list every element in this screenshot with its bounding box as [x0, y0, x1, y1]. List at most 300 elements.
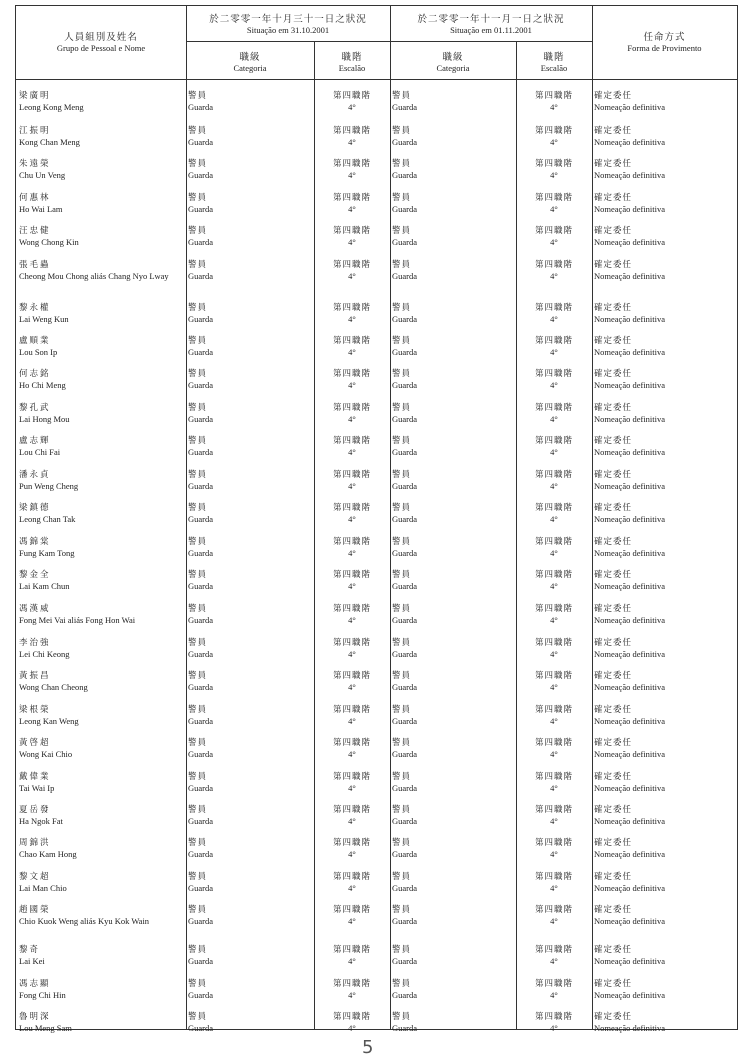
forma-provimento — [594, 369, 734, 390]
categoria-pt: Guarda — [188, 480, 214, 491]
escalao-zh: 第四職階 — [332, 403, 371, 413]
header-name-pt: Grupo de Pessoal e Nome — [56, 43, 146, 53]
escalao-pt: 4° — [550, 580, 558, 591]
categoria-zh: 警員 — [188, 945, 208, 955]
categoria-pt: Guarda — [392, 614, 418, 625]
escalao-zh: 第四職階 — [332, 126, 371, 136]
forma-zh: 確定委任 — [594, 369, 633, 379]
header-bottom-rule — [16, 79, 737, 80]
forma-provimento — [594, 503, 734, 524]
escalao-zh: 第四職階 — [332, 537, 371, 547]
categoria-zh: 警員 — [188, 226, 208, 236]
categoria-before — [188, 503, 308, 524]
escalao-zh: 第四職階 — [534, 503, 573, 513]
forma-pt: Nomeação definitiva — [594, 547, 666, 558]
escalao-before — [316, 126, 388, 147]
staff-name-pt: Fong Mei Vai aliás Fong Hon Wai — [19, 614, 136, 625]
staff-name — [19, 872, 185, 893]
escalao-after — [518, 436, 590, 457]
categoria-zh: 警員 — [188, 159, 208, 169]
forma-pt: Nomeação definitiva — [594, 236, 666, 247]
categoria-pt: Guarda — [392, 236, 418, 247]
categoria-before — [188, 436, 308, 457]
staff-name — [19, 260, 185, 281]
staff-name-pt: Lou Chi Fai — [19, 446, 61, 457]
categoria-zh: 警員 — [392, 193, 412, 203]
staff-name-zh: 盧志輝 — [19, 436, 51, 446]
staff-name-pt: Lai Kam Chun — [19, 580, 70, 591]
escalao-pt: 4° — [550, 446, 558, 457]
categoria-before — [188, 905, 308, 926]
escalao-after — [518, 772, 590, 793]
escalao-pt: 4° — [348, 236, 356, 247]
staff-name — [19, 336, 185, 357]
forma-pt: Nomeação definitiva — [594, 748, 666, 759]
escalao-before — [316, 705, 388, 726]
forma-zh: 確定委任 — [594, 260, 633, 270]
categoria-before — [188, 260, 308, 281]
forma-pt: Nomeação definitiva — [594, 270, 666, 281]
categoria-pt: Guarda — [188, 815, 214, 826]
categoria-pt: Guarda — [392, 748, 418, 759]
categoria-zh: 警員 — [188, 503, 208, 513]
staff-name-zh: 魯明深 — [19, 1012, 51, 1022]
categoria-after — [392, 91, 512, 112]
categoria-after — [392, 336, 512, 357]
staff-name — [19, 838, 185, 859]
staff-name — [19, 436, 185, 457]
categoria-before — [188, 303, 308, 324]
escalao-pt: 4° — [348, 882, 356, 893]
categoria-zh: 警員 — [392, 369, 412, 379]
escalao-zh: 第四職階 — [332, 905, 371, 915]
categoria-zh: 警員 — [392, 570, 412, 580]
escalao-after — [518, 470, 590, 491]
escalao-pt: 4° — [348, 169, 356, 180]
escalao-after — [518, 738, 590, 759]
escalao-pt: 4° — [348, 203, 356, 214]
escalao-pt: 4° — [348, 446, 356, 457]
escalao-pt: 4° — [550, 782, 558, 793]
staff-name-pt: Chu Un Veng — [19, 169, 66, 180]
escalao-before — [316, 193, 388, 214]
column-divider — [390, 6, 391, 1029]
forma-zh: 確定委任 — [594, 1012, 633, 1022]
escalao-after — [518, 705, 590, 726]
staff-name-zh: 汪忠健 — [19, 226, 51, 236]
staff-name-zh: 黎金全 — [19, 570, 51, 580]
categoria-zh: 警員 — [392, 638, 412, 648]
categoria-zh: 警員 — [392, 772, 412, 782]
escalao-after — [518, 838, 590, 859]
forma-zh: 確定委任 — [594, 738, 633, 748]
categoria-zh: 警員 — [188, 570, 208, 580]
escalao-zh: 第四職階 — [332, 336, 371, 346]
categoria-before — [188, 537, 308, 558]
header-subdivider — [186, 41, 592, 42]
categoria-zh: 警員 — [392, 537, 412, 547]
escalao-zh: 第四職階 — [534, 872, 573, 882]
escalao-after — [518, 503, 590, 524]
categoria-zh: 警員 — [392, 979, 412, 989]
staff-name-pt: Pun Weng Cheng — [19, 480, 79, 491]
forma-zh: 確定委任 — [594, 979, 633, 989]
staff-name — [19, 570, 185, 591]
escalao-zh: 第四職階 — [534, 159, 573, 169]
escalao-pt: 4° — [550, 480, 558, 491]
escalao-pt: 4° — [348, 101, 356, 112]
forma-provimento — [594, 336, 734, 357]
escalao-zh: 第四職階 — [332, 570, 371, 580]
escalao-after — [518, 369, 590, 390]
escalao-zh: 第四職階 — [534, 226, 573, 236]
categoria-pt: Guarda — [392, 480, 418, 491]
staff-name-zh: 趙國榮 — [19, 905, 51, 915]
categoria-zh: 警員 — [188, 91, 208, 101]
forma-provimento — [594, 193, 734, 214]
staff-name-zh: 馮漢威 — [19, 604, 51, 614]
escalao-pt: 4° — [348, 346, 356, 357]
categoria-pt: Guarda — [392, 989, 418, 1000]
categoria-after — [392, 872, 512, 893]
categoria-after — [392, 193, 512, 214]
header-escalao-zh: 職階 — [543, 52, 565, 63]
forma-zh: 確定委任 — [594, 805, 633, 815]
categoria-after — [392, 604, 512, 625]
escalao-zh: 第四職階 — [332, 604, 371, 614]
staff-name-pt: Ho Wai Lam — [19, 203, 63, 214]
staff-name-pt: Chio Kuok Weng aliás Kyu Kok Wain — [19, 915, 150, 926]
forma-pt: Nomeação definitiva — [594, 580, 666, 591]
escalao-pt: 4° — [550, 681, 558, 692]
header-forma-zh: 任命方式 — [643, 32, 686, 43]
escalao-pt: 4° — [550, 715, 558, 726]
categoria-zh: 警員 — [392, 705, 412, 715]
staff-name-zh: 江振明 — [19, 126, 51, 136]
staff-name-pt: Kong Chan Meng — [19, 136, 80, 147]
staff-name — [19, 705, 185, 726]
forma-zh: 確定委任 — [594, 226, 633, 236]
categoria-pt: Guarda — [188, 580, 214, 591]
staff-name — [19, 604, 185, 625]
categoria-pt: Guarda — [188, 614, 214, 625]
forma-provimento — [594, 945, 734, 966]
forma-provimento — [594, 537, 734, 558]
staff-name-pt: Lai Man Chio — [19, 882, 67, 893]
categoria-zh: 警員 — [188, 805, 208, 815]
escalao-before — [316, 805, 388, 826]
escalao-pt: 4° — [348, 580, 356, 591]
categoria-after — [392, 369, 512, 390]
categoria-pt: Guarda — [392, 446, 418, 457]
escalao-zh: 第四職階 — [332, 470, 371, 480]
forma-provimento — [594, 436, 734, 457]
categoria-zh: 警員 — [392, 604, 412, 614]
categoria-zh: 警員 — [188, 403, 208, 413]
staff-name-pt: Leong Kan Weng — [19, 715, 79, 726]
forma-provimento — [594, 671, 734, 692]
categoria-zh: 警員 — [188, 1012, 208, 1022]
escalao-pt: 4° — [550, 748, 558, 759]
escalao-zh: 第四職階 — [332, 738, 371, 748]
escalao-zh: 第四職階 — [534, 436, 573, 446]
categoria-before — [188, 226, 308, 247]
escalao-pt: 4° — [348, 815, 356, 826]
escalao-zh: 第四職階 — [332, 193, 371, 203]
categoria-zh: 警員 — [188, 126, 208, 136]
forma-provimento — [594, 1012, 734, 1033]
escalao-pt: 4° — [550, 313, 558, 324]
header-categoria-pt: Categoria — [233, 63, 267, 73]
escalao-after — [518, 604, 590, 625]
categoria-zh: 警員 — [188, 979, 208, 989]
categoria-zh: 警員 — [188, 772, 208, 782]
forma-provimento — [594, 979, 734, 1000]
escalao-zh: 第四職階 — [332, 226, 371, 236]
escalao-after — [518, 1012, 590, 1033]
forma-provimento — [594, 303, 734, 324]
categoria-before — [188, 738, 308, 759]
categoria-pt: Guarda — [392, 882, 418, 893]
categoria-pt: Guarda — [392, 513, 418, 524]
forma-provimento — [594, 805, 734, 826]
staff-name — [19, 537, 185, 558]
staff-name — [19, 303, 185, 324]
categoria-zh: 警員 — [188, 193, 208, 203]
categoria-pt: Guarda — [188, 446, 214, 457]
escalao-zh: 第四職階 — [332, 1012, 371, 1022]
escalao-pt: 4° — [550, 513, 558, 524]
categoria-zh: 警員 — [392, 91, 412, 101]
categoria-pt: Guarda — [392, 101, 418, 112]
categoria-after — [392, 436, 512, 457]
escalao-pt: 4° — [550, 236, 558, 247]
categoria-pt: Guarda — [392, 136, 418, 147]
categoria-pt: Guarda — [188, 547, 214, 558]
categoria-pt: Guarda — [188, 270, 214, 281]
categoria-zh: 警員 — [188, 470, 208, 480]
staff-name-pt: Lei Chi Keong — [19, 648, 70, 659]
categoria-after — [392, 638, 512, 659]
escalao-pt: 4° — [348, 748, 356, 759]
escalao-before — [316, 772, 388, 793]
categoria-zh: 警員 — [188, 537, 208, 547]
staff-name-zh: 黎永權 — [19, 303, 51, 313]
categoria-after — [392, 537, 512, 558]
header-escalao-pt: Escalão — [540, 63, 568, 73]
escalao-after — [518, 638, 590, 659]
categoria-before — [188, 1012, 308, 1033]
categoria-pt: Guarda — [188, 101, 214, 112]
escalao-after — [518, 570, 590, 591]
categoria-zh: 警員 — [392, 503, 412, 513]
categoria-pt: Guarda — [392, 169, 418, 180]
staff-name-pt: Tai Wai Ip — [19, 782, 55, 793]
escalao-before — [316, 638, 388, 659]
escalao-zh: 第四職階 — [332, 945, 371, 955]
escalao-pt: 4° — [550, 547, 558, 558]
staff-name — [19, 905, 185, 926]
forma-pt: Nomeação definitiva — [594, 915, 666, 926]
header-after-status — [390, 14, 592, 36]
categoria-zh: 警員 — [392, 805, 412, 815]
categoria-after — [392, 470, 512, 491]
staff-name-pt: Chao Kam Hong — [19, 848, 77, 859]
escalao-zh: 第四職階 — [534, 126, 573, 136]
forma-zh: 確定委任 — [594, 772, 633, 782]
categoria-pt: Guarda — [188, 379, 214, 390]
categoria-zh: 警員 — [392, 872, 412, 882]
categoria-before — [188, 159, 308, 180]
escalao-after — [518, 945, 590, 966]
categoria-after — [392, 226, 512, 247]
staff-name-zh: 梁廣明 — [19, 91, 51, 101]
escalao-pt: 4° — [550, 136, 558, 147]
categoria-before — [188, 979, 308, 1000]
categoria-before — [188, 91, 308, 112]
categoria-zh: 警員 — [392, 226, 412, 236]
staff-name-zh: 朱遠榮 — [19, 159, 51, 169]
categoria-pt: Guarda — [188, 648, 214, 659]
forma-provimento — [594, 905, 734, 926]
escalao-pt: 4° — [550, 1022, 558, 1033]
escalao-pt: 4° — [348, 681, 356, 692]
categoria-pt: Guarda — [188, 136, 214, 147]
escalao-pt: 4° — [550, 101, 558, 112]
staff-name-pt: Leong Kong Meng — [19, 101, 84, 112]
forma-pt: Nomeação definitiva — [594, 782, 666, 793]
escalao-after — [518, 671, 590, 692]
escalao-pt: 4° — [348, 955, 356, 966]
categoria-before — [188, 193, 308, 214]
escalao-pt: 4° — [550, 346, 558, 357]
categoria-after — [392, 738, 512, 759]
escalao-pt: 4° — [550, 648, 558, 659]
categoria-pt: Guarda — [188, 169, 214, 180]
categoria-pt: Guarda — [188, 915, 214, 926]
header-name-column — [16, 32, 186, 54]
staff-name-pt: Lai Kei — [19, 955, 45, 966]
escalao-pt: 4° — [348, 989, 356, 1000]
staff-name-zh: 張毛蟲 — [19, 260, 51, 270]
escalao-before — [316, 470, 388, 491]
categoria-pt: Guarda — [392, 848, 418, 859]
staff-name-pt: Cheong Mou Chong aliás Chang Nyo Lway — [19, 270, 169, 281]
forma-provimento — [594, 705, 734, 726]
escalao-pt: 4° — [348, 848, 356, 859]
categoria-after — [392, 570, 512, 591]
categoria-pt: Guarda — [188, 715, 214, 726]
categoria-zh: 警員 — [392, 436, 412, 446]
categoria-zh: 警員 — [392, 126, 412, 136]
escalao-pt: 4° — [348, 614, 356, 625]
staff-name — [19, 772, 185, 793]
forma-pt: Nomeação definitiva — [594, 848, 666, 859]
categoria-pt: Guarda — [188, 989, 214, 1000]
staff-name-zh: 黎孔武 — [19, 403, 51, 413]
header-categoria-zh: 職級 — [239, 52, 261, 63]
forma-pt: Nomeação definitiva — [594, 346, 666, 357]
escalao-after — [518, 872, 590, 893]
categoria-zh: 警員 — [392, 159, 412, 169]
categoria-zh: 警員 — [392, 403, 412, 413]
escalao-pt: 4° — [348, 313, 356, 324]
escalao-zh: 第四職階 — [534, 838, 573, 848]
forma-zh: 確定委任 — [594, 503, 633, 513]
escalao-before — [316, 604, 388, 625]
page-number: 5 — [362, 1037, 374, 1058]
categoria-after — [392, 1012, 512, 1033]
escalao-zh: 第四職階 — [332, 638, 371, 648]
categoria-pt: Guarda — [392, 715, 418, 726]
categoria-pt: Guarda — [392, 203, 418, 214]
escalao-pt: 4° — [550, 915, 558, 926]
forma-provimento — [594, 126, 734, 147]
escalao-after — [518, 303, 590, 324]
escalao-zh: 第四職階 — [332, 260, 371, 270]
escalao-after — [518, 159, 590, 180]
categoria-after — [392, 303, 512, 324]
forma-pt: Nomeação definitiva — [594, 614, 666, 625]
escalao-zh: 第四職階 — [534, 91, 573, 101]
categoria-after — [392, 945, 512, 966]
escalao-zh: 第四職階 — [534, 570, 573, 580]
forma-zh: 確定委任 — [594, 604, 633, 614]
escalao-before — [316, 537, 388, 558]
escalao-before — [316, 303, 388, 324]
categoria-after — [392, 503, 512, 524]
categoria-pt: Guarda — [392, 270, 418, 281]
escalao-zh: 第四職階 — [332, 303, 371, 313]
forma-pt: Nomeação definitiva — [594, 715, 666, 726]
escalao-zh: 第四職階 — [534, 260, 573, 270]
escalao-before — [316, 260, 388, 281]
categoria-zh: 警員 — [188, 671, 208, 681]
categoria-after — [392, 126, 512, 147]
categoria-zh: 警員 — [392, 905, 412, 915]
forma-provimento — [594, 738, 734, 759]
forma-pt: Nomeação definitiva — [594, 882, 666, 893]
staff-name-pt: Ho Chi Meng — [19, 379, 66, 390]
categoria-after — [392, 979, 512, 1000]
categoria-after — [392, 260, 512, 281]
header-forma — [592, 32, 737, 54]
escalao-after — [518, 905, 590, 926]
header-categoria-after — [390, 52, 516, 74]
escalao-after — [518, 226, 590, 247]
staff-name-pt: Leong Chan Tak — [19, 513, 76, 524]
staff-name — [19, 126, 185, 147]
escalao-before — [316, 369, 388, 390]
forma-zh: 確定委任 — [594, 91, 633, 101]
staff-name-pt: Lou Son Ip — [19, 346, 58, 357]
categoria-zh: 警員 — [188, 604, 208, 614]
staff-name-zh: 夏岳發 — [19, 805, 51, 815]
categoria-pt: Guarda — [188, 236, 214, 247]
categoria-before — [188, 470, 308, 491]
escalao-zh: 第四職階 — [534, 805, 573, 815]
escalao-pt: 4° — [348, 270, 356, 281]
forma-pt: Nomeação definitiva — [594, 681, 666, 692]
categoria-zh: 警員 — [188, 336, 208, 346]
forma-pt: Nomeação definitiva — [594, 379, 666, 390]
escalao-pt: 4° — [348, 480, 356, 491]
escalao-before — [316, 403, 388, 424]
forma-zh: 確定委任 — [594, 705, 633, 715]
categoria-before — [188, 403, 308, 424]
staff-name-zh: 黎文超 — [19, 872, 51, 882]
escalao-pt: 4° — [550, 955, 558, 966]
